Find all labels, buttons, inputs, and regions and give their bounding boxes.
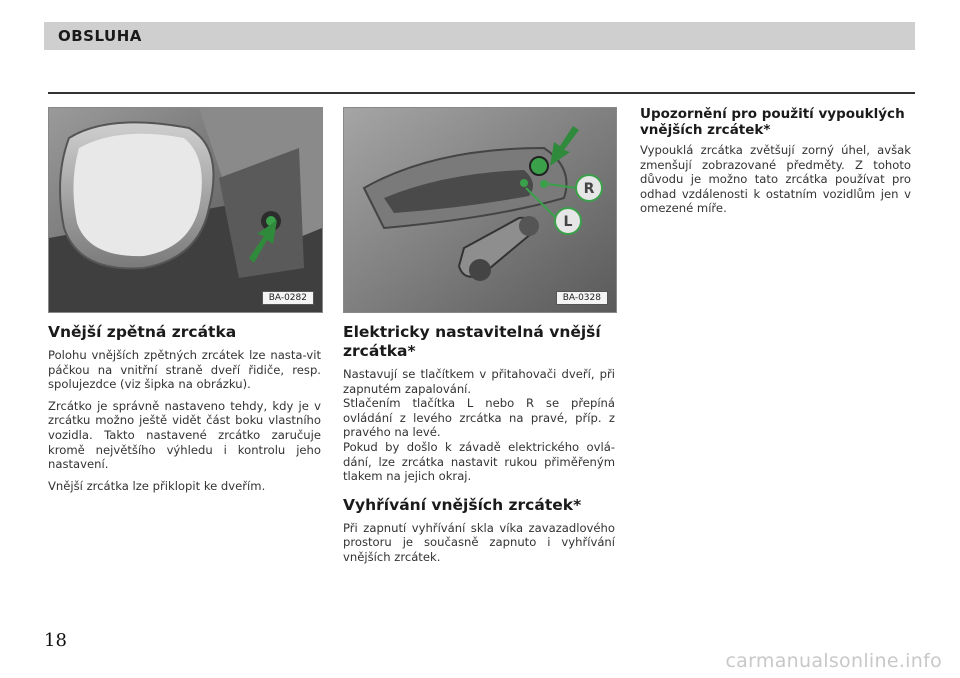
electric-switch-illustration	[344, 108, 616, 312]
column-right	[640, 106, 911, 223]
paragraph: Stlačením tlačítka L nebo R se přepíná ovládání z levého zrcátka na pravé, příp. z pravého na levé.	[343, 396, 615, 440]
mirror-lever-illustration	[49, 108, 322, 312]
page-section-title: OBSLUHA	[58, 27, 142, 45]
paragraph: Nastavují se tlačítkem v přitahovači dveří, při zapnutém zapalování.	[343, 367, 615, 396]
paragraph: Při zapnutí vyhřívání skla víka zavazadlového prostoru je současně zapnuto i vyhřívání vnějších zrcátek.	[343, 520, 615, 564]
page-number: 18	[44, 630, 67, 651]
watermark: carmanualsonline.info	[725, 650, 942, 672]
column-middle	[343, 323, 615, 572]
section-heading: Vyhřívání vnějších zrcátek*	[343, 495, 582, 514]
section-heading: Upozornění pro použití vypouklých vnějších zrcátek*	[640, 106, 905, 138]
header-bar	[44, 22, 915, 50]
paragraph: Zrcátko je správně nastaveno tehdy, kdy je v zrcátku možno ještě vidět část boku vlastního vozidla. Takto nastavené zrcátko zaručuje kromě největšího výhledu i kontrolu jeho nastavení.	[48, 398, 321, 472]
figure-label: BA-0328	[556, 291, 608, 305]
figure-mirror-lever	[48, 107, 323, 313]
figure-label: BA-0282	[262, 291, 314, 305]
paragraph: Polohu vnějších zpětných zrcátek lze nasta-vit páčkou na vnitřní straně dveří řidiče, resp. spolujezdce (viz šipka na obrázku).	[48, 348, 321, 392]
callout-left: L	[563, 214, 573, 230]
paragraph: Vnější zrcátka lze přiklopit ke dveřím.	[48, 478, 266, 493]
callout-right: R	[583, 181, 595, 197]
figure-electric-switch	[343, 107, 617, 313]
horizontal-rule	[48, 92, 915, 94]
paragraph: Pokud by došlo k závadě elektrického ovlá-dání, lze zrcátka nastavit rukou přiměřeným tlakem na jejich okraj.	[343, 439, 615, 484]
section-heading: Vnější zpětná zrcátka	[48, 323, 237, 341]
column-left	[48, 323, 321, 500]
section-heading: Elektricky nastavitelná vnější zrcátka*	[343, 323, 601, 360]
paragraph: Vypouklá zrcátka zvětšují zorný úhel, avšak zmenšují zobrazované předměty. Z tohoto důvodu je možno tato zrcátka používat pro odhad vzdálenosti k ostatním vozidlům jen v omezené míře.	[640, 143, 911, 216]
